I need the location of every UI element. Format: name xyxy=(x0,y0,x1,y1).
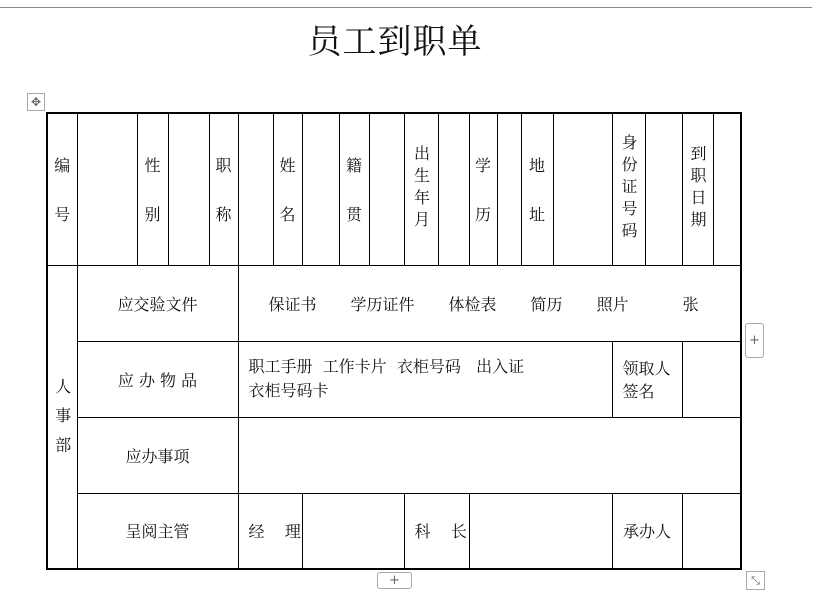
header-education: 学 历 xyxy=(469,113,497,265)
education-value-cell[interactable] xyxy=(497,113,521,265)
table-resize-handle-icon[interactable]: ⤡ xyxy=(746,571,765,590)
docs-items: 保证书 学历证件 体检表 简历 照片 张 xyxy=(238,265,741,341)
name-value-cell[interactable] xyxy=(302,113,339,265)
header-name: 姓 名 xyxy=(273,113,302,265)
goods-label: 应 办 物 品 xyxy=(77,341,238,417)
add-row-button[interactable]: + xyxy=(377,572,412,589)
header-join-date: 到职日期 xyxy=(682,113,713,265)
page-title: 员工到职单 xyxy=(307,22,483,62)
header-position: 职 称 xyxy=(209,113,238,265)
handler-cell[interactable] xyxy=(682,493,741,569)
onboarding-form-table xyxy=(46,112,742,570)
header-address: 地 址 xyxy=(521,113,553,265)
address-value-cell[interactable] xyxy=(553,113,612,265)
handler-label: 承办人 xyxy=(612,493,682,569)
section-chief-label: 科 长 xyxy=(404,493,469,569)
hr-dept-label: 人 事 部 xyxy=(47,265,77,569)
manager-label: 经 理 xyxy=(238,493,302,569)
header-id: 编 号 xyxy=(47,113,77,265)
matters-label: 应办事项 xyxy=(77,417,238,493)
join-date-value-cell[interactable] xyxy=(713,113,741,265)
header-gender: 性 别 xyxy=(137,113,168,265)
receiver-sign-label: 领取人签名 xyxy=(612,341,682,417)
add-column-button[interactable]: + xyxy=(745,323,764,358)
docs-label: 应交验文件 xyxy=(77,265,238,341)
matters-cell[interactable] xyxy=(238,417,741,493)
top-rule xyxy=(0,7,812,8)
header-birth: 出生年月 xyxy=(404,113,438,265)
review-label: 呈阅主管 xyxy=(77,493,238,569)
table-move-handle-icon[interactable]: ✥ xyxy=(27,93,45,111)
manager-cell[interactable] xyxy=(302,493,404,569)
idcard-value-cell[interactable] xyxy=(645,113,682,265)
section-chief-cell[interactable] xyxy=(469,493,612,569)
origin-value-cell[interactable] xyxy=(369,113,404,265)
header-origin: 籍 贯 xyxy=(339,113,369,265)
id-value-cell[interactable] xyxy=(77,113,137,265)
birth-value-cell[interactable] xyxy=(438,113,469,265)
position-value-cell[interactable] xyxy=(238,113,273,265)
goods-items: 职工手册 工作卡片 衣柜号码 出入证 衣柜号码卡 xyxy=(238,341,612,417)
header-idcard: 身份证号码 xyxy=(612,113,645,265)
receiver-sign-cell[interactable] xyxy=(682,341,741,417)
gender-value-cell[interactable] xyxy=(168,113,209,265)
